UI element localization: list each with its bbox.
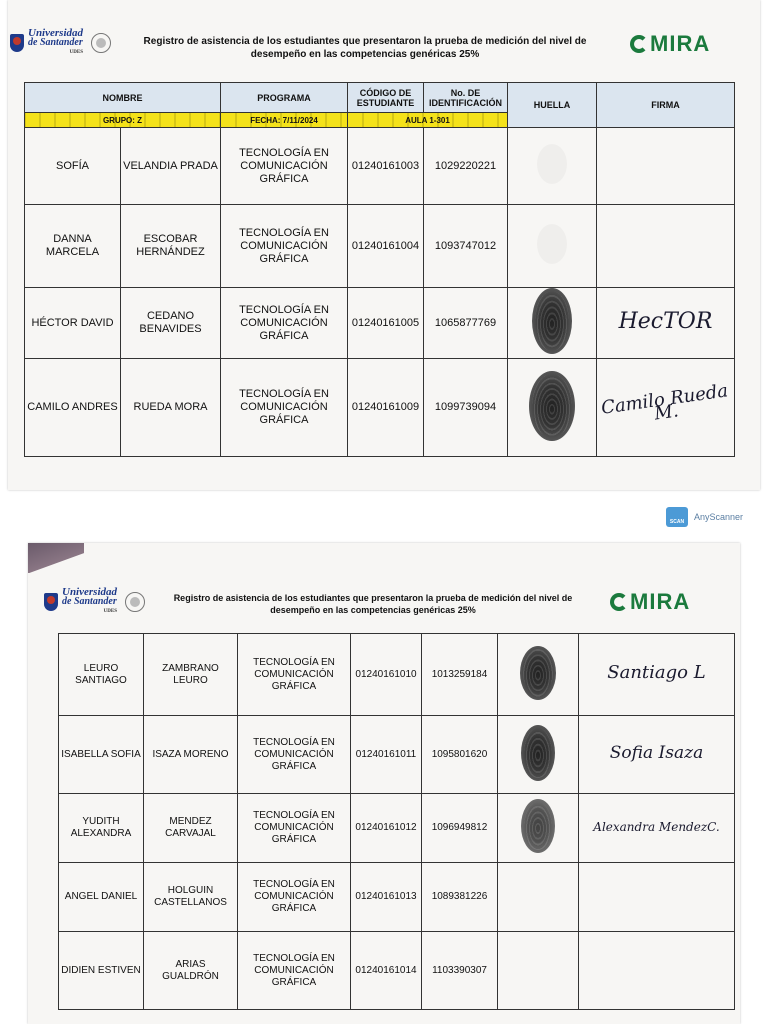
table-row xyxy=(25,205,735,288)
student-first-names: YUDITH ALEXANDRA xyxy=(59,794,144,863)
seal-icon xyxy=(125,592,145,612)
cmira-logo xyxy=(630,31,710,57)
university-name-line3: UDES xyxy=(103,609,117,614)
header-codigo: CÓDIGO DE ESTUDIANTE xyxy=(348,83,424,113)
student-code: 01240161004 xyxy=(348,205,424,288)
header-identificacion: No. DE IDENTIFICACIÓN xyxy=(424,83,508,113)
student-id-number: 1065877769 xyxy=(424,288,508,359)
title-line2: desempeño en las competencias genéricas 25% xyxy=(250,49,480,60)
signature-cell xyxy=(579,634,735,716)
student-id-number: 1013259184 xyxy=(422,634,498,716)
student-code: 01240161011 xyxy=(351,716,422,794)
header-huella: HUELLA xyxy=(508,83,597,128)
group-label: GRUPO: Z xyxy=(25,113,221,128)
student-id-number: 1099739094 xyxy=(424,359,508,457)
fingerprint-mark xyxy=(529,371,575,441)
student-first-names: CAMILO ANDRES xyxy=(25,359,121,457)
signature-cell xyxy=(579,794,735,863)
student-id-number: 1029220221 xyxy=(424,128,508,205)
attendance-table xyxy=(24,82,735,457)
student-id-number: 1093747012 xyxy=(424,205,508,288)
student-program: TECNOLOGÍA EN COMUNICACIÓN GRÁFICA xyxy=(238,863,351,932)
student-last-names: ZAMBRANO LEURO xyxy=(144,634,238,716)
fingerprint-cell xyxy=(498,794,579,863)
page-title xyxy=(148,592,598,616)
university-logo xyxy=(44,587,145,617)
empty-fingerprint xyxy=(537,224,567,264)
student-first-names: ISABELLA SOFIA xyxy=(59,716,144,794)
student-program: TECNOLOGÍA EN COMUNICACIÓN GRÁFICA xyxy=(221,128,348,205)
student-id-number: 1103390307 xyxy=(422,932,498,1010)
university-name-line3: UDES xyxy=(69,50,83,55)
student-last-names: HOLGUIN CASTELLANOS xyxy=(144,863,238,932)
page-title xyxy=(120,35,610,61)
student-last-names: ARIAS GUALDRÓN xyxy=(144,932,238,1010)
signature: HecTOR xyxy=(618,308,713,334)
cmira-c-icon xyxy=(630,35,648,53)
seal-icon xyxy=(91,33,111,53)
signature-cell xyxy=(597,205,735,288)
student-last-names: RUEDA MORA xyxy=(121,359,221,457)
fingerprint-mark xyxy=(521,725,555,781)
student-code: 01240161009 xyxy=(348,359,424,457)
signature-cell xyxy=(579,932,735,1010)
signature: Alexandra MendezC. xyxy=(593,820,720,834)
cmira-logo xyxy=(610,589,690,615)
cmira-brand-text: MIRA xyxy=(650,31,711,56)
fingerprint-cell xyxy=(498,716,579,794)
student-code: 01240161005 xyxy=(348,288,424,359)
university-name-line2: de Santander xyxy=(62,596,117,607)
university-crest-icon xyxy=(44,593,58,611)
signature-cell xyxy=(597,128,735,205)
student-program: TECNOLOGÍA EN COMUNICACIÓN GRÁFICA xyxy=(238,932,351,1010)
classroom-label: AULA 1-301 xyxy=(348,113,508,128)
signature-cell xyxy=(579,863,735,932)
university-name-line1: Universidad xyxy=(62,586,117,598)
scanner-icon-text: SCAN xyxy=(669,519,685,525)
fingerprint-cell xyxy=(498,863,579,932)
scanner-icon xyxy=(666,507,688,527)
student-first-names: DIDIEN ESTIVEN xyxy=(59,932,144,1010)
student-id-number: 1096949812 xyxy=(422,794,498,863)
signature: Santiago L xyxy=(607,662,706,683)
table-header-row xyxy=(25,83,735,113)
university-name-line1: Universidad xyxy=(28,27,83,39)
fingerprint-cell xyxy=(498,932,579,1010)
cmira-c-icon xyxy=(610,593,628,611)
student-first-names: SOFÍA xyxy=(25,128,121,205)
table-row xyxy=(59,634,735,716)
signature-cell xyxy=(597,359,735,457)
student-code: 01240161013 xyxy=(351,863,422,932)
signature: Sofia Isaza xyxy=(609,743,704,763)
student-first-names: DANNA MARCELA xyxy=(25,205,121,288)
student-program: TECNOLOGÍA EN COMUNICACIÓN GRÁFICA xyxy=(221,205,348,288)
cmira-brand-text: MIRA xyxy=(630,589,691,614)
signature: Camilo Rueda M. xyxy=(599,380,730,425)
student-id-number: 1089381226 xyxy=(422,863,498,932)
student-code: 01240161010 xyxy=(351,634,422,716)
student-last-names: VELANDIA PRADA xyxy=(121,128,221,205)
student-first-names: LEURO SANTIAGO xyxy=(59,634,144,716)
table-row xyxy=(25,288,735,359)
table-row xyxy=(59,863,735,932)
table-row xyxy=(59,794,735,863)
student-last-names: ESCOBAR HERNÁNDEZ xyxy=(121,205,221,288)
title-line1: Registro de asistencia de los estudiantes que presentaron la prueba de medición del nivel de xyxy=(143,36,587,47)
fingerprint-mark xyxy=(532,288,572,354)
attendance-table xyxy=(58,633,735,1010)
student-program: TECNOLOGÍA EN COMUNICACIÓN GRÁFICA xyxy=(238,794,351,863)
student-code: 01240161003 xyxy=(348,128,424,205)
student-last-names: MENDEZ CARVAJAL xyxy=(144,794,238,863)
student-last-names: CEDANO BENAVIDES xyxy=(121,288,221,359)
title-line2: desempeño en las competencias genéricas 25% xyxy=(270,605,476,615)
student-last-names: ISAZA MORENO xyxy=(144,716,238,794)
attendance-sheet-page-1 xyxy=(8,0,760,490)
empty-fingerprint xyxy=(537,144,567,184)
university-logo xyxy=(10,28,111,58)
fingerprint-cell xyxy=(508,359,597,457)
anyscanner-watermark xyxy=(666,507,743,527)
anyscanner-label: AnyScanner xyxy=(694,512,744,522)
student-program: TECNOLOGÍA EN COMUNICACIÓN GRÁFICA xyxy=(221,288,348,359)
fingerprint-mark xyxy=(521,799,555,853)
student-id-number: 1095801620 xyxy=(422,716,498,794)
student-program: TECNOLOGÍA EN COMUNICACIÓN GRÁFICA xyxy=(238,634,351,716)
header-programa: PROGRAMA xyxy=(221,83,348,113)
table-row xyxy=(25,128,735,205)
table-row xyxy=(59,932,735,1010)
header-firma: FIRMA xyxy=(597,83,735,128)
attendance-sheet-page-2 xyxy=(28,543,740,1024)
table-row xyxy=(59,716,735,794)
signature-cell xyxy=(597,288,735,359)
student-first-names: HÉCTOR DAVID xyxy=(25,288,121,359)
fingerprint-cell xyxy=(508,128,597,205)
student-program: TECNOLOGÍA EN COMUNICACIÓN GRÁFICA xyxy=(221,359,348,457)
fingerprint-cell xyxy=(508,288,597,359)
title-line1: Registro de asistencia de los estudiantes que presentaron la prueba de medición del nivel de xyxy=(173,593,573,603)
student-program: TECNOLOGÍA EN COMUNICACIÓN GRÁFICA xyxy=(238,716,351,794)
student-code: 01240161012 xyxy=(351,794,422,863)
student-first-names: ANGEL DANIEL xyxy=(59,863,144,932)
fingerprint-cell xyxy=(498,634,579,716)
university-crest-icon xyxy=(10,34,24,52)
fingerprint-mark xyxy=(520,646,556,700)
page-fold-corner xyxy=(28,543,84,573)
fingerprint-cell xyxy=(508,205,597,288)
signature-cell xyxy=(579,716,735,794)
date-label: FECHA: 7/11/2024 xyxy=(221,113,348,128)
university-name-line2: de Santander xyxy=(28,37,83,48)
header-nombre: NOMBRE xyxy=(25,83,221,113)
student-code: 01240161014 xyxy=(351,932,422,1010)
table-row xyxy=(25,359,735,457)
